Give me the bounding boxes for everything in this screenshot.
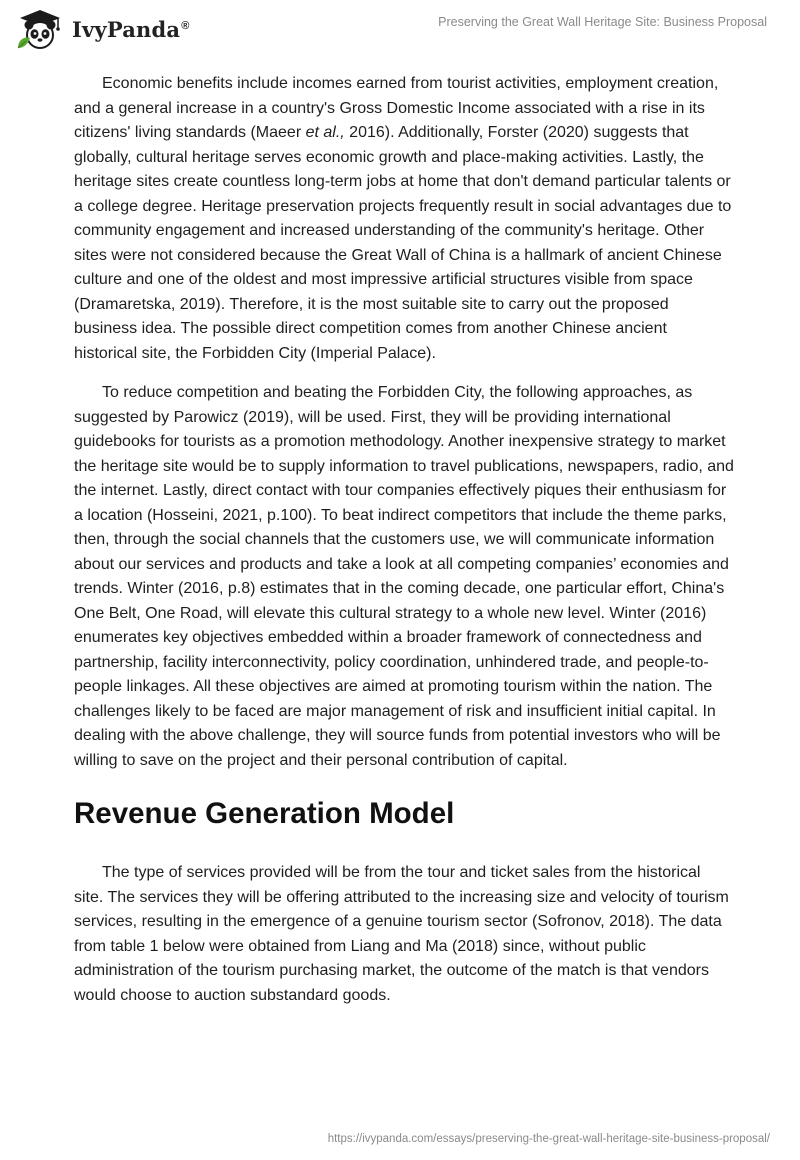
registered-mark: ® [181,19,190,32]
paragraph-economic-benefits [74,72,734,366]
ivypanda-logo[interactable] [14,8,190,50]
essay-body [74,72,734,1023]
document-title: Preserving the Great Wall Heritage Site: Business Proposal [438,15,767,29]
brand-name: IvyPanda® [72,16,190,42]
page-header [0,0,800,60]
paragraph-1-text-a: Economic benefits include incomes earned from tourist activities, employment creation, and a general increase in a country's Gross Domestic Income associated with a rise in its citizens' living standards (Maeer [74,75,719,141]
paragraph-revenue-services: The type of services provided will be from the tour and ticket sales from the historical site. The services they will be offering attributed to the increasing size and velocity of tourism services, resulting in the emergence of a genuine tourism sector (Sofronov, 2018). The data from table 1 below were obtained from Liang and Ma (2018) since, without public administration of the tourism purchasing market, the outcome of the match is that vendors would choose to auction substandard goods. [74,864,729,1004]
paragraph-competition: To reduce competition and beating the Forbidden City, the following approaches, as suggested by Parowicz (2019), will be used. First, they will be providing international guidebooks for tourists as a promotion methodology. Another inexpensive strategy to market the heritage site would be to supply information to travel publications, newspapers, radio, and the internet. Lastly, direct contact with tour companies effectively piques their enthusiasm for a location (Hosseini, 2021, p.100). To beat indirect competitors that include the theme parks, then, through the social channels that the customers use, we will communicate information about our services and products and take a look at all competing companies’ economies and trends. Winter (2016, p.8) estimates that in the coming decade, one particular effort, China's One Belt, One Road, will elevate this cultural strategy to a whole new level. Winter (2016) enumerates key objectives embedded within a broader framework of connectedness and partnership, facility interconnectivity, policy coordination, unhindered trade, and people-to-people linkages. All these objectives are aimed at promoting tourism within the nation. The challenges likely to be faced are major management of risk and insufficient initial capital. In dealing with the above challenge, they will source funds from potential investors who will be willing to save on the project and their personal contribution of capital. [74,384,734,769]
panda-graduate-icon [14,8,66,50]
paragraph-1-citation-italic: et al., [305,124,345,141]
section-heading-revenue: Revenue Generation Model [74,797,455,830]
paragraph-1-text-b: 2016). Additionally, Forster (2020) suggests that globally, cultural heritage serves economic growth and place-making activities. Lastly, the heritage sites create countless long-term jobs at home that don't demand particular talents or a college degree. Heritage preservation projects frequently result in social advantages due to community engagement and increased understanding of the community's heritage. Other sites were not considered because the Great Wall of China is a hallmark of ancient Chinese culture and one of the oldest and most impressive artificial structures visible from space (Dramaretska, 2019). Therefore, it is the most suitable site to carry out the proposed business idea. The possible direct competition comes from another Chinese ancient historical site, the Forbidden City (Imperial Palace). [74,124,732,362]
footer-source-link[interactable]: https://ivypanda.com/essays/preserving-the-great-wall-heritage-site-business-proposal/ [327,1133,770,1145]
